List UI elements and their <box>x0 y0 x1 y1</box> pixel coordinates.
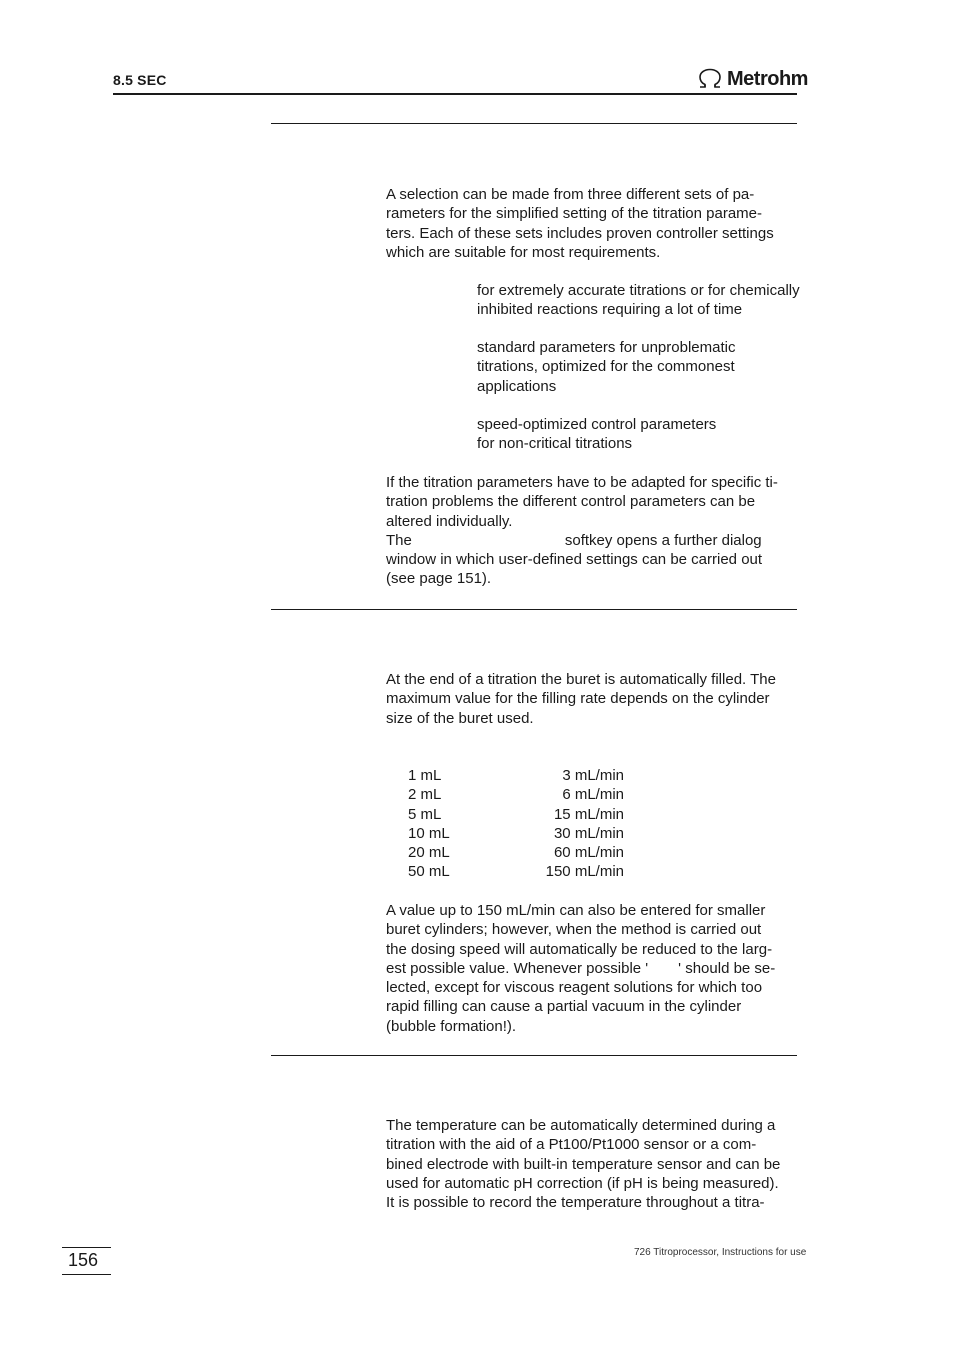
adapt-parameters-paragraph: If the titration parameters have to be adapted for specific ti- tration problems the different control parameters can be altered individually. The softkey opens a further dialog window in which user-defined settings can be carried out (see page 151). <box>386 474 778 588</box>
table-row: 10 mL 30 mL/min <box>408 824 624 842</box>
omega-icon <box>697 68 723 90</box>
section-heading: 8.5 SEC <box>113 72 167 88</box>
section-divider-1 <box>271 123 797 124</box>
option-fast-description: speed-optimized control parameters for non-critical titrations <box>477 416 717 453</box>
document-title: 726 Titroprocessor, Instructions for use <box>634 1247 807 1258</box>
header-rule <box>113 93 797 95</box>
section-divider-3 <box>271 1055 797 1056</box>
page-number-rule <box>62 1247 111 1248</box>
filling-rate-note: A value up to 150 mL/min can also be entered for smaller buret cylinders; however, when the method is carried out the dosing speed will automatically be reduced to the larg- est possible value. Whenever possible ' ' should be se- lected, except for viscous reagent solutions for which too rapid filling can cause a partial vacuum in the cylinder (bubble formation!). <box>386 902 776 1035</box>
option-standard-description: standard parameters for unproblematic titrations, optimized for the commonest applications <box>477 339 736 395</box>
page-number: 156 <box>68 1250 99 1270</box>
page-number-underline <box>62 1274 111 1275</box>
temperature-paragraph: The temperature can be automatically determined during a titration with the aid of a Pt100/Pt1000 sensor or a com- bined electrode with built-in temperature sensor and can be used for automatic pH correction (if pH is being measured). It is possible to record the temperature throughout a titra- <box>386 1117 781 1212</box>
filling-rate-intro: At the end of a titration the buret is automatically filled. The maximum value for the filling rate depends on the cylinder size of the buret used. <box>386 671 776 727</box>
table-row: 20 mL 60 mL/min <box>408 844 624 862</box>
table-row: 2 mL 6 mL/min <box>408 786 624 804</box>
cylinder-rate-table <box>408 766 624 882</box>
brand-logo <box>697 66 808 92</box>
table-row: 1 mL 3 mL/min <box>408 767 624 784</box>
parameter-sets-intro: A selection can be made from three different sets of pa- rameters for the simplified setting of the titration parame- ters. Each of these sets includes proven controller settings which are suitable for most requirements. <box>386 186 774 261</box>
section-divider-2 <box>271 609 797 610</box>
brand-name: Metrohm <box>727 67 808 90</box>
table-row: 50 mL 150 mL/min <box>408 863 624 881</box>
table-row: 5 mL 15 mL/min <box>408 805 624 823</box>
option-accurate-description: for extremely accurate titrations or for chemically inhibited reactions requiring a lot of time <box>477 282 800 319</box>
